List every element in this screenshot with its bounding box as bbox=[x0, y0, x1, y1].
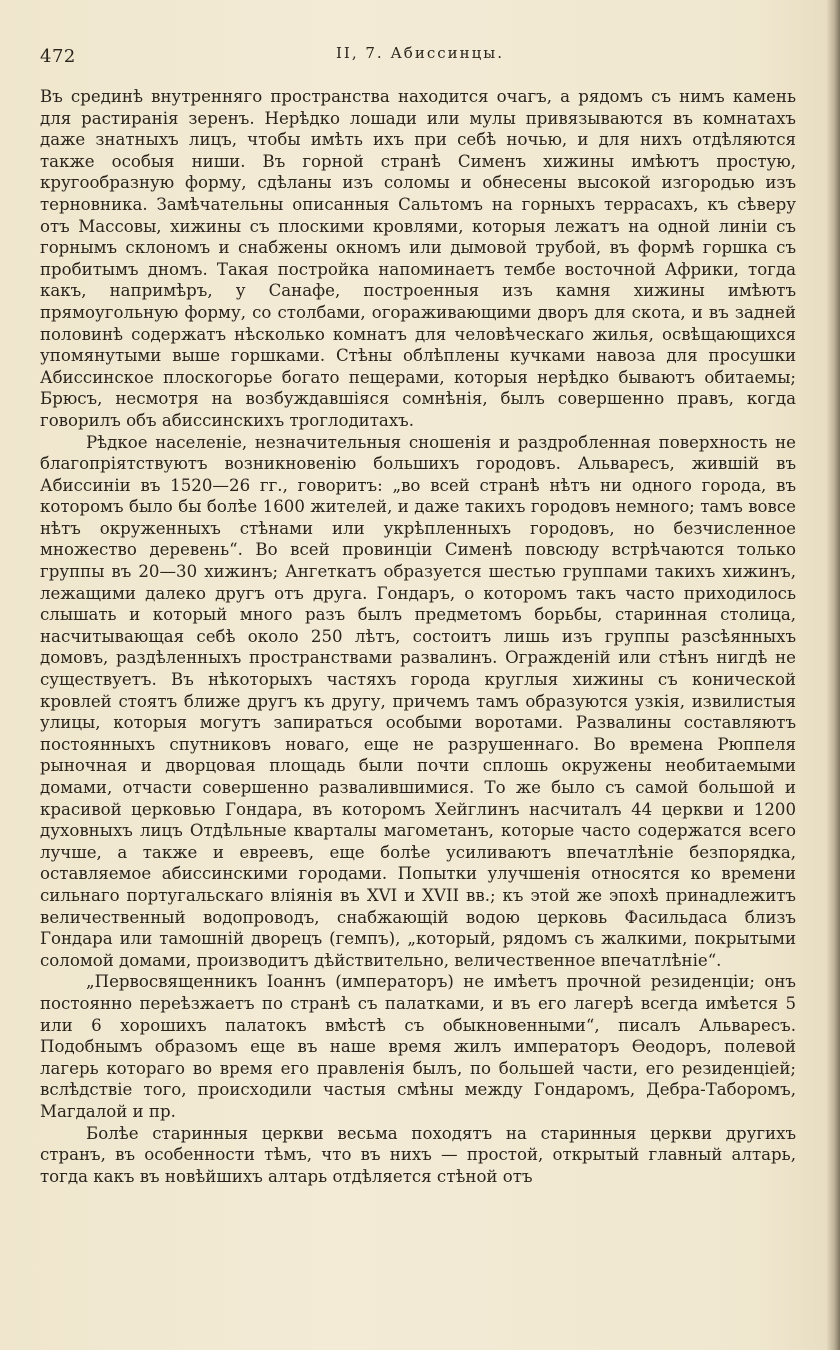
paragraph: Болѣе старинныя церкви весьма походятъ на старинныя церкви другихъ странъ, въ особенности тѣмъ, что въ нихъ — простой, открытый главный алтарь, тогда какъ въ новѣйшихъ алтарь отдѣляется стѣной отъ bbox=[40, 1123, 796, 1186]
paragraph: „Первосвященникъ Іоаннъ (императоръ) не имѣетъ прочной резиденціи; онъ постоянно переѣзжаетъ по странѣ съ палатками, и въ его лагерѣ всегда имѣется 5 или 6 хорошихъ палатокъ вмѣстѣ съ обыкновенными“, писалъ Альваресъ. Подобнымъ образомъ еще въ наше время жилъ императоръ Ѳеодоръ, полевой лагерь котораго во время его правленія былъ, по большей части, его резиденціей; вслѣдствіе того, происходили частыя смѣны между Гондаромъ, Дебра-Таборомъ, Магдалой и пр. bbox=[40, 972, 796, 1121]
paragraph: Въ срединѣ внутренняго пространства находится очагъ, а рядомъ съ нимъ камень для растиранія зеренъ. Нерѣдко лошади или мулы привязываются въ комнатахъ даже знатныхъ лицъ, чтобы имѣть ихъ при себѣ ночью, и для нихъ отдѣляются также особыя ниши. Въ горной странѣ Сименъ хижины имѣютъ простую, кругообразную форму, сдѣланы изъ соломы и обнесены высокой изгородью изъ терновника. Замѣчательны описанныя Сальтомъ на горныхъ террасахъ, къ сѣверу отъ Массовы, хижины съ плоскими кровлями, которыя лежатъ на одной линіи съ горнымъ склономъ и снабжены окномъ или дымовой трубой, въ формѣ горшка съ пробитымъ дномъ. Такая постройка напоминаетъ тембе восточной Африки, тогда какъ, напримѣръ, у Санафе, построенныя изъ камня хижины имѣютъ прямоугольную форму, со столбами, огораживающими дворъ для скота, и въ задней половинѣ содержатъ нѣсколько комнатъ для человѣческаго жилья, освѣщающихся упомянутыми выше горшками. Стѣны облѣплены кучками навоза для просушки Абиссинское плоскогорье богато пещерами, которыя нерѣдко бываютъ обитаемы; Брюсъ, несмотря на возбуждавшіяся сомнѣнія, былъ совершенно правъ, когда говорилъ объ абиссинскихъ троглодитахъ. bbox=[40, 87, 796, 430]
page-number: 472 bbox=[40, 46, 76, 67]
page-edge-shadow bbox=[826, 0, 840, 1350]
page-header bbox=[40, 40, 800, 70]
body-text bbox=[40, 86, 796, 1187]
paragraph: Рѣдкое населеніе, незначительныя сношенія и раздробленная поверхность не благопріятствуютъ возникновенію большихъ городовъ. Альваресъ, жившій въ Абиссиніи въ 1520—26 гг., говоритъ: „во всей странѣ нѣтъ ни одного города, въ которомъ было бы болѣе 1600 жителей, и даже такихъ городовъ немного; тамъ вовсе нѣтъ окруженныхъ стѣнами или укрѣпленныхъ городовъ, но безчисленное множество деревень“. Во всей провинціи Сименѣ повсюду встрѣчаются только группы въ 20—30 хижинъ; Ангеткатъ образуется шестью группами такихъ хижинъ, лежащими далеко другъ отъ друга. Гондаръ, о которомъ такъ часто приходилось слышать и который много разъ былъ предметомъ борьбы, старинная столица, насчитывающая себѣ около 250 лѣтъ, состоитъ лишь изъ группы разсѣянныхъ домовъ, раздѣленныхъ пространствами развалинъ. Ограждeній или стѣнъ нигдѣ не существуетъ. Въ нѣкоторыхъ частяхъ города круглыя хижины съ конической кровлей стоятъ ближе другъ къ другу, причемъ тамъ образуются узкія, извилистыя улицы, которыя могутъ запираться особыми воротами. Развалины составляютъ постоянныхъ спутниковъ новаго, еще не разрушеннаго. Во времена Рюппеля рыночная и дворцовая площадь были почти сплошь окружены необитаемыми домами, отчасти совершенно развалившимися. То же было съ самой большой и красивой церковью Гондара, въ которомъ Хейглинъ насчиталъ 44 церкви и 1200 духовныхъ лицъ Отдѣльные кварталы магометанъ, которые часто содержатся всего лучше, а также и евреевъ, еще болѣе усиливаютъ впечатлѣніе безпорядка, оставляемое абиссинскими городами. Попытки улучшенія относятся ко времени сильнаго португальскаго вліянія въ XVI и XVII вв.; къ этой же эпохѣ принадлежитъ величественный водопроводъ, снабжающій водою церковь Фасильдаса близъ Гондара или тамошній дворецъ (гемпъ), „который, рядомъ съ жалкими, покрытыми соломой домами, производитъ дѣйствительно, величественное впечатлѣніе“. bbox=[40, 432, 796, 970]
running-head: II, 7. Абиссинцы. bbox=[335, 44, 504, 62]
